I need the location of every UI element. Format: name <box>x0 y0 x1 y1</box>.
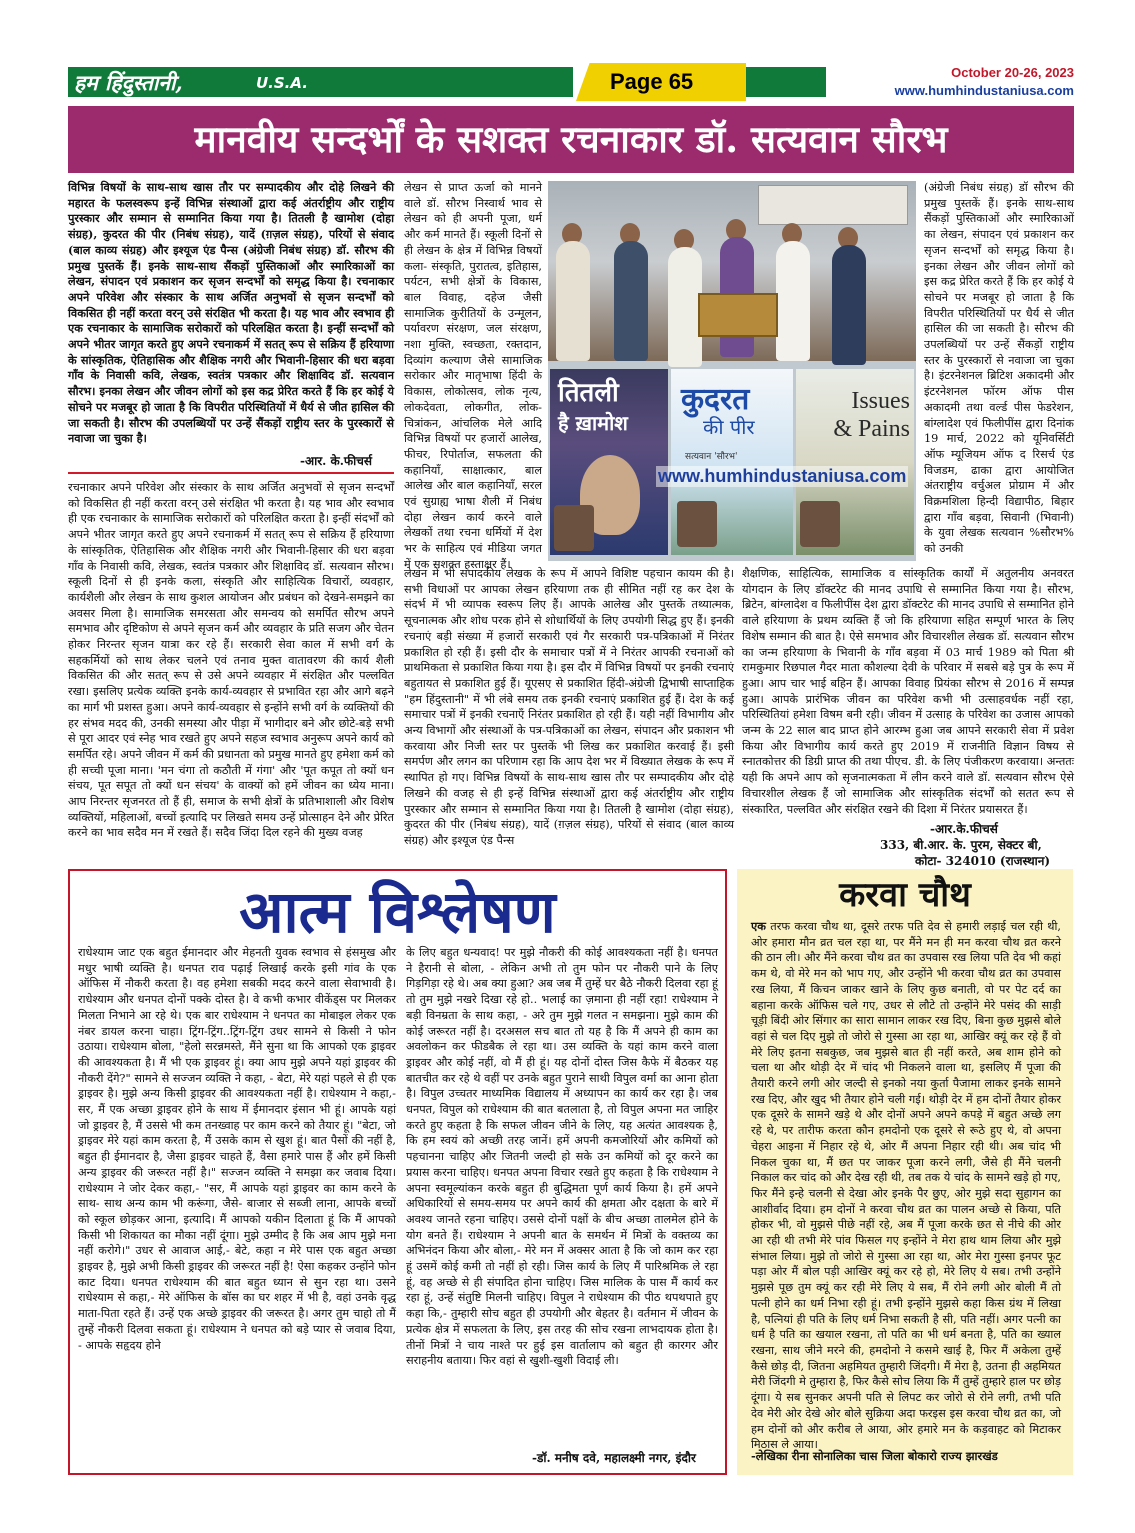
brand-bar-end <box>746 67 826 97</box>
atma-vishleshan-title: आत्म विश्लेषण <box>239 878 556 946</box>
book2-subtitle: की पीर <box>703 415 755 439</box>
author-photo <box>677 501 717 547</box>
brand-name: हम हिंदुस्तानी, <box>74 70 183 95</box>
article-intro: विभिन्न विषयों के साथ-साथ खास तौर पर सम्पादकीय और दोहे लिखने की महारत के फलस्वरूप इन्हें विभिन्न संस्थाओं द्वारा कई अंतर्राष्ट्रीय और राष्ट्रीय पुरस्कार और सम्मान से सम्मानित किया गया है। तितली है खामोश (दोहा संग्रह), कुदरत की पीर (निबंध संग्रह), यादें (ग़ज़ल संग्रह), परियों से संवाद (बाल काव्य संग्रह) और इश्यूज एंड पैन्स (अंग्रेजी निबंध संग्रह) डॉ. सौरभ की प्रमुख पुस्तकें हैं। इनके साथ-साथ सैंकड़ों पुस्तिकाओं और स्मारिकाओं का लेखन, संपादन एवं प्रकाशन कर सृजन सन्दर्भों को समृद्ध किया है। रचनाकार अपने परिवेश और संस्कार के साथ अर्जित अनुभवों से सृजन सन्दर्भों को विकसित ही नहीं करता वरन् उसे संरक्षित भी करता है। यह भाव और स्वभाव ही एक रचनाकार के सामाजिक सरोकारों को परिलक्षित करता है। इन्हीं सन्दर्भों को अपने भीतर जागृत करते हुए अपने रचनाकर्म में सतत् रूप से सक्रिय हैं हरियाणा के सांस्कृतिक, ऐतिहासिक और शैक्षिक नगरी और भिवानी-हिसार की धरा बड़वा गाँव के निवासी कवि, लेखक, स्वतंत्र पत्रकार और शिक्षाविद डॉ. सत्यवान सौरभ। इनका लेखन और जीवन लोगों को इस कद्र प्रेरित करते हैं कि हर कोई ये सोचने पर मजबूर हो जाता है कि विपरीत परिस्थितियों में धैर्य से जीत हासिल की जा सकती है। सौरभ की उपलब्धियों पर उन्हें सैंकड़ों राष्ट्रीय स्तर के पुरस्कारों से नवाजा जा चुका है। <box>68 180 394 446</box>
story-column-1: राधेश्याम जाट एक बहुत ईमानदार और मेहनती युवक स्वभाव से हंसमुख और मधुर भाषी व्यक्ति है। धनपत राव पढ़ाई लिखाई करके इसी गांव के एक ऑफिस में नौकरी करता है। वह हमेशा सबकी मदद करने वाला सेवाभावी है। राधेश्याम और धनपत दोनों पक्के दोस्त है। वे कभी कभार वीकेंड्स पर मिलकर मिलता निभाने आ रहे थे। एक बार राधेश्याम ने धनपत का मोबाइल लेकर एक नंबर डायल करना चाहा। ट्रिंग-ट्रिंग..ट्रिंग-ट्रिंग उधर सामने से किसी ने फोन उठाया। राधेश्याम बोला, "हेलो सरन्नमस्ते, मैंने सुना था कि आपको एक ड्राइवर की आवश्यकता है। मैं भी एक ड्राइवर हूं। क्या आप मुझे अपने यहां ड्राइवर की नौकरी देंगे?" सामने से सज्जन व्यक्ति ने कहा, - बेटा, मेरे यहां पहले से ही एक ड्राइवर है। मुझे अन्य किसी ड्राइवर की आवश्यकता नहीं है। राधेश्याम ने कहा,- सर, मैं एक अच्छा ड्राइवर होने के साथ में ईमानदार इंसान भी हूं। आपके यहां जो ड्राइवर है, मैं उससे भी कम तनख्वाह पर काम करने को तैयार हूं। "बेटा, जो ड्राइवर मेरे यहां काम करता है, मैं उसके काम से खुश हूं। बात पैसों की नहीं है, बहुत ही ईमानदार है, जैसा ड्राइवर चाहते हैं, वैसा हमारे पास हैं और हमें किसी अन्य ड्राइवर की जरूरत नहीं है।" सज्जन व्यक्ति ने समझा कर जवाब दिया। राधेश्याम ने जोर देकर कहा,- "सर, मैं आपके यहां ड्राइवर का काम करने के साथ- साथ अन्य काम भी करूंगा, जैसे- बाजार से सब्जी लाना, आपके बच्चों को स्कूल छोड़कर आना, इत्यादि। मैं आपको यकीन दिलाता हूं कि मैं आपको किसी भी शिकायत का मौका नहीं दूंगा। मुझे उम्मीद है कि अब आप मुझे मना नहीं करोगे।" उधर से आवाज आई,- बेटे, कहा न मेरे पास एक बहुत अच्छा ड्राइवर है, मुझे अभी किसी ड्राइवर की जरूरत नहीं है! ऐसा कहकर उन्होंने फोन काट दिया। धनपत राधेश्याम की बात बहुत ध्यान से सुन रहा था। उसने राधेश्याम से कहा,- मेरे ऑफिस के बॉस का घर शहर में भी है, वहां उनके वृद्ध माता-पिता रहते हैं। उन्हें एक अच्छे ड्राइवर की जरूरत है। अगर तुम चाहो तो मैं तुम्हें नौकरी दिलवा सकता हूं। राधेश्याम ने धनपत को बड़े प्यार से जवाब दिया, - आपके सहृदय होने <box>78 946 396 1352</box>
page-number: Page 65 <box>610 69 694 94</box>
story-column-2: के लिए बहुत धन्यवाद! पर मुझे नौकरी की कोई आवश्यकता नहीं है। धनपत ने हैरानी से बोला, - लेकिन अभी तो तुम फोन पर नौकरी पाने के लिए गिड़गिड़ा रहे थे। अब क्या हुआ? अब जब मैं तुम्हें घर बैठे नौकरी दिलवा रहा हूं तो तुम मुझे नखरे दिखा रहे हो.. भलाई का ज़माना ही नहीं रहा! राधेश्याम ने बड़ी विनम्रता के साथ कहा, - अरे तुम मुझे गलत न समझना। मुझे काम की कोई जरूरत नहीं है। दरअसल सच बात तो यह है कि मैं अपने ही काम का अवलोकन कर फीडबैक ले रहा था। उस व्यक्ति के यहां काम करने वाला ड्राइवर और कोई नहीं, वो मैं ही हूं। यह दोनों दोस्त जिस कैफे में बैठकर यह बातचीत कर रहे थे वहीं पर उनके बहुत पुराने साथी विपुल वर्मा का आना होता है। विपुल उच्चतर माध्यमिक विद्यालय में अध्यापन का कार्य कर रहा है। जब धनपत, विपुल को राधेश्याम की बात बतलाता है, तो विपुल अपना मत जाहिर करते हुए कहता है कि सफल जीवन जीने के लिए, यह अत्यंत आवश्यक है, कि हम स्वयं को अच्छी तरह जानें। हमें अपनी कमजोरियों और कमियों को पहचानना चाहिए और जितनी जल्दी हो सके उन कमियों को दूर करने का प्रयास करना चाहिए। धनपत अपना विचार रखते हुए कहता है कि राधेश्याम ने अपना स्वमूल्यांकन करके बहुत ही बुद्धिमता पूर्ण कार्य किया है। हमें अपने अधिकारियों से समय-समय पर अपने कार्य की क्षमता और दक्षता के बारे में अवश्य जानते रहना चाहिए। उससे दोनों पक्षों के बीच अच्छा तालमेल होने के योग बनते हैं। राधेश्याम ने अपनी बात के समर्थन में मित्रों के वक्तव्य का अभिनंदन किया और बोला,- मेरे मन में अक्सर आता है कि जो काम कर रहा हूं उसमें कोई कमी तो नहीं हो रही। जिस कार्य के लिए मैं पारिश्रमिक ले रहा हूं, वह अच्छे से ही संपादित होना चाहिए। जिस मालिक के पास मैं कार्य कर रहा हूं, उन्हें संतुष्टि मिलनी चाहिए। विपुल ने राधेश्याम की पीठ थपथपाते हुए कहा कि,- तुम्हारी सोच बहुत ही उपयोगी और बेहतर है। वर्तमान में जीवन के प्रत्येक क्षेत्र में सफलता के लिए, इस तरह की सोच रखना लाभदायक होता है। तीनों मित्रों ने चाय नाश्ते पर हुई इस वार्तालाप को बहुत ही कारगर और सराहनीय बताया। फिर वहां से खुशी-खुशी विदाई ली। <box>406 946 718 1368</box>
person <box>556 241 590 361</box>
brand-suffix: U.S.A. <box>256 74 308 92</box>
issue-date: October 20-26, 2023 <box>951 65 1074 80</box>
article-column-4: लेखन में भी संपादकीय लेखक के रूप में आपने विशिष्ट पहचान कायम की है। सभी विधाओं पर आपका लेखन हरियाणा तक ही सीमित नहीं रह कर देश के संदर्भ में भी व्यापक स्वरूप लिए हैं। आपके आलेख और पुस्तकें तथ्यात्मक, सूचनात्मक और शोध परक होने से शोधार्थियों के लिए उपयोगी सिद्ध हुए हैं। इनकी रचनाएं बड़ी संख्या में हजारों सरकारी एवं गैर सरकारी पत्र-पत्रिकाओं में निरंतर प्रकाशित हो रही हैं। इसी दौर के समाचार पत्रों में ने निरंतर आपकी रचनाओं को प्राथमिकता से प्रकाशित किया गया है। इस दौर में विभिन्न विषयों पर इनकी रचनाएं बहुतायत से प्रकाशित हुई हैं। यूएसए से प्रकाशित हिंदी-अंग्रेजी द्विभाषी साप्ताहिक "हम हिंदुस्तानी" में भी लंबे समय तक इनकी रचनाएं प्रकाशित हुई हैं। देश के कई समाचार पत्रों में इनकी रचनाएँ निरंतर प्रकाशित हो रही हैं। यही नहीं विभागीय और अन्य विभागों और संस्थाओं के पत्र-पत्रिकाओं का लेखन, संपादन और प्रकाशन भी करवाया और निजी स्तर पर पुस्तकें भी लिख कर प्रकाशित करवाई हैं। इसी समर्पण और लगन का परिणाम रहा कि आप देश भर में विख्यात लेखक के रूप में स्थापित हो गए। विभिन्न विषयों के साथ-साथ खास तौर पर सम्पादकीय और दोहे लिखने की वजह से ही इन्हें विभिन्न संस्थाओं द्वारा कई अंतर्राष्ट्रीय और राष्ट्रीय पुरस्कार और सम्मान से सम्मानित किया गया है। तितली है खामोश (दोहा संग्रह), कुदरत की पीर (निबंध संग्रह), यादें (ग़ज़ल संग्रह), परियों से संवाद (बाल काव्य संग्रह) और इश्यूज एंड पैन्स <box>404 567 734 847</box>
book-cover-titli <box>550 369 668 555</box>
article-address-line-1: 333, बी.आर. के. पुरम, सेक्टर बी, <box>880 838 1042 852</box>
book1-title-2: है ख़ामोश <box>558 411 628 435</box>
story-signature: -डॉ. मनीष दवे, महालक्ष्मी नगर, इंदौर <box>532 1451 696 1465</box>
article-column-3: (अंग्रेजी निबंध संग्रह) डॉ सौरभ की प्रमुख पुस्तकें हैं। इनके साथ-साथ सैंकड़ों पुस्तिकाओं और स्मारिकाओं का लेखन, संपादन एवं प्रकाशन कर सृजन सन्दर्भों को समृद्ध किया है। इनका लेखन और जीवन लोगों को इस कद्र प्रेरित करते हैं कि हर कोई ये सोचने पर मजबूर हो जाता है कि विपरीत परिस्थितियों पर धैर्य से जीत हासिल की जा सकती है। सौरभ की उपलब्धियों पर उन्हें सैंकड़ों राष्ट्रीय स्तर के पुरस्कारों से नवाजा जा चुका है। इंटरनेशनल ब्रिटिश अकादमी और इंटरनेशनल फॉरम ऑफ पीस अकादमी तथा वर्ल्ड पीस फेडरेशन, बांग्लादेश एवं फिलीपींस द्वारा दिनांक 19 मार्च, 2022 को यूनिवर्सिटी ऑफ म्यूजियम ऑफ द रिसर्च एंड विजडम, ढाका द्वारा आयोजित अंतराष्ट्रीय वर्चुअल प्रोग्राम में और विक्रमशिला हिन्दी विद्यापीठ, बिहार द्वारा गाँव बड़वा, सिवानी (भिवानी) के युवा लेखक सत्यवान %सौरभ% को उनकी <box>924 181 1074 556</box>
article-signature: -आर.के.फीचर्स <box>930 822 998 836</box>
divider-rule <box>68 472 394 474</box>
book-cover-issues-pains <box>796 369 914 555</box>
website-watermark: www.humhindustaniusa.com <box>658 466 907 486</box>
karva-chauth-box <box>737 869 1073 1475</box>
person <box>776 241 810 361</box>
person <box>832 245 866 365</box>
karva-chauth-body <box>751 919 1061 1452</box>
person <box>668 247 702 367</box>
website-link[interactable]: www.humhindustaniusa.com <box>894 83 1074 98</box>
book-cover-kudrat <box>671 369 793 555</box>
book2-author: सत्यवान 'सौरभ' <box>685 452 738 462</box>
karva-signature: -लेखिका रीना सोनालिका चास जिला बोकारो राज्य झारखंड <box>751 1449 998 1463</box>
article-address-line-2: कोटा- 324010 (राजस्थान) <box>915 854 1051 868</box>
karva-body-text: तरफ करवा चौथ था, दूसरे तरफ पति देव से हमारी लड़ाई चल रही थी, ओर हमारा मौन व्रत चल रहा था, पर मैंने मन ही मन करवा चौथ व्रत करने की ठान ली। और मैंने करवा चौथ व्रत का उपवास रख लिया पति देव भी कहां कम थे, वो मेरे मन को भाप गए, और उन्होंने भी करवा चौथ व्रत का उपवास रख लिया, मैं किचन जाकर खाने के लिए कुछ बनाती, वो पर पेट दर्द का बहाना करके ऑफिस चले गए, उधर से लौटे तो उन्होंने मेरे पसंद की साड़ी चूड़ी बिंदी ओर सिंगार का सारा सामान लाकर रख दिए, बिना कुछ मुझसे बोले वहां से चल दिए मुझे तो जोरो से गुस्सा आ रहा था, आखिर क्यूं कर रहे हैं वो मेरे लिए इतना सबकुछ, जब मुझसे बात ही नहीं करते, अब शाम होने को चला था और थोड़ी देर में चांद भी निकलने वाला था, इसलिए मैं पूजा की तैयारी करने लगी ओर जल्दी से इनको नया कुर्ता पैजामा लाकर इनके सामने रख दिए, और खुद भी तैयार होने चली गई। थोड़ी देर में हम दोनों तैयार होकर एक दूसरे के सामने खड़े थे और दोनों अपने अपने कपड़े में बहुत अच्छे लग रहे थे, पर तारीफ करता कौन हमदोनो एक दूसरे से रूठे हुए थे, वो अपना चेहरा आइना में निहार रहे थे, ओर मैं अपना निहार रही थी। अब चांद भी निकल चुका था, मैं छत पर जाकर पूजा करने लगी, जैसे ही मैंने चलनी निकाल कर चांद को और देख रही थी, तब तक ये चांद के सामने खड़े हो गए, फिर मैंने इन्हे चलनी से देखा ओर इनके पैर छुए, ओर मुझे सदा सुहागन का आशीर्वाद दिया। हम दोनों ने करवा चौथ व्रत का पालन अच्छे से किया, पति होकर भी, वो मुझसे पीछे नहीं रहे, अब मैं पूजा करके छत से नीचे की ओर आ रही थी तभी मेरे पांव फिसल गए इन्होंने ने मेरा हाथ थाम लिया और मुझे संभाल लिया। मुझे तो जोरो से गुस्सा आ रहा था, ओर मेरा गुस्सा इनपर फूट पड़ा ओर मैं बोल पड़ी आखिर क्यूं कर रहे हो, मेरे लिए ये सब। तभी उन्होंने मुझसे पूछ तुम क्यूं कर रही मेरे लिए ये सब, मैं रोने लगी ओर बोली मैं तो पत्नी होने का धर्म निभा रही हूं। तभी इन्होंने मुझसे कहा किस ग्रंथ में लिखा है, पत्नियां ही पति के लिए धर्म निभा सकती है सी, पति नहीं। अगर पत्नी का धर्म है पति का खयाल रखना, तो पति का भी धर्म बनता है, पति का ख्याल रखना, साथ जीने मरने की, हमदोनो ने कसमे खाई है, फिर मैं अकेला तुम्हें कैसे छोड़ दी, जितना अहमियत तुम्हारी जिंदगी। मैं मेरा है, उतना ही अहमियत मेरी जिंदगी मे तुम्हारा है, फिर कैसे सोच लिया कि मैं तुम्हें तुम्हारे हाल पर छोड़ दूंगा। ये सब सुनकर अपनी पति से लिपट कर जोरो से रोने लगी, तभी पति देव मेरी ओर देखे ओर बोले सुक्रिया अदा फरइस इस करवा चौथ व्रत का, जो हम दोनों को और करीब ले आया, ओर हमारे मन के कड़वाहट को मिटाकर मिठास ले आया। <box>751 920 1061 1452</box>
book3-title: Issues & Pains <box>833 388 910 442</box>
atma-vishleshan-box <box>68 869 727 1475</box>
book1-title: तितली <box>558 378 619 408</box>
photo-collage <box>548 181 916 561</box>
karva-lead-word: एक <box>751 919 766 933</box>
masthead <box>68 63 1074 101</box>
book2-title: कुदरत <box>681 382 750 417</box>
author-photo <box>800 501 840 547</box>
page-headline: मानवीय सन्दर्भों के सशक्त रचनाकार डॉ. सत्यवान सौरभ <box>194 117 948 161</box>
article-column-1: रचनाकार अपने परिवेश और संस्कार के साथ अर्जित अनुभवों से सृजन सन्दर्भों को विकसित ही नहीं करता वरन् उसे संरक्षित भी करता है। यह भाव और स्वभाव ही एक रचनाकार के सामाजिक सरोकारों को परिलक्षित करता है। इन्हीं संदर्भों को अपने भीतर जागृत करते हुए अपने रचनाकर्म में सतत् रूप से सक्रिय हैं हरियाणा के सांस्कृतिक, ऐतिहासिक और शैक्षिक नगरी और भिवानी-हिसार की धरा बड़वा गाँव के निवासी कवि, लेखक, स्वतंत्र पत्रकार और शिक्षाविद डॉ. सत्यवान सौरभ। स्कूली दिनों से ही इनके कला, संस्कृति और साहित्यिक विचारों, व्यवहार, कार्यशैली और लेखन के साथ कुशल आयोजन और प्रबंधन को देखने-समझने का अवसर मिला है। सामाजिक समरसता और समन्वय को समर्पित सौरभ अपने समभाव और दृष्टिकोण से अपने सृजन कर्म और व्यवहार के प्रति सजग और चेतन होकर निरन्तर सृजन यात्रा कर रहे हैं। सरकारी सेवा काल में सभी वर्ग के सहकर्मियों को साथ लेकर चलने एवं तनाव मुक्त वातावरण की कार्य शैली विकसित की और सतत् रूप से उसे अपने व्यवहार में संरक्षित और पल्लवित रखा। इसलिए प्रत्येक व्यक्ति इनके कार्य-व्यवहार से प्रभावित रहा और आगे बढ़ने का मार्ग भी प्रशस्त हुआ। अपने कार्य-व्यवहार से इन्होंने सभी वर्ग के व्यक्तियों की हर संभव मदद की, उनकी समस्या और पीड़ा में भागीदार बने और छोटे-बड़े सभी से पूरा आदर एवं स्नेह भाव रखते हुए अपने सहज स्वभाव अनुरूप अपने कार्य को समर्पित रहे। अपने जीवन में कर्म की प्रधानता को प्रमुख मानते हुए हमेशा कर्म को ही सच्ची पूजा माना। 'मन चंगा तो कठौती में गंगा' और 'पूत कपूत तो क्यों धन संचय, पूत सपूत तो क्यों धन संचय' के वाक्यों को हमें जीवन का ध्येय माना। आप निरन्तर सृजनरत तो हैं ही, समाज के सभी क्षेत्रों के प्रतिभाशाली और विशेष व्यक्तियों, महिलाओं, बच्चों इत्यादि पर लिखते समय उन्हें प्रोत्साहन देने और प्रेरित करने का भाव सदैव मन में रखते हैं। सदैव जिंदा दिल रहने की मुख्य वजह <box>68 481 394 840</box>
award-plaque <box>698 293 778 337</box>
intro-signature: -आर. के.फीचर्स <box>300 454 372 468</box>
article-column-5: शैक्षणिक, साहित्यिक, सामाजिक व सांस्कृतिक कार्यों में अतुलनीय अनवरत योगदान के लिए डॉक्टरेट की मानद उपाधि से सम्मानित किया गया है। सौरभ, ब्रिटेन, बांग्लादेश व फिलीपींस देश द्वारा डॉक्टरेट की मानद उपाधि से सम्मानित होने वाले हरियाणा के प्रथम व्यक्ति हैं जो कि हरियाणा सहित सम्पूर्ण भारत के लिए विशेष सम्मान की बात है। ऐसे समभाव और विचारशील लेखक डॉ. सत्यवान सौरभ का जन्म हरियाणा के भिवानी के गाँव बड़वा में 03 मार्च 1989 को पिता श्री रामकुमार रिछपाल गैदर माता कौशल्या देवी के परिवार में सबसे बड़े पुत्र के रूप में हुआ। आप चार भाई बहिन हैं। आपका विवाह प्रियंका सौरभ से 2016 में सम्पन्न हुआ। आपके प्रारंभिक जीवन का परिवेश कभी भी उत्साहवर्धक नहीं रहा, परिस्थितियां हमेशा विषम बनी रही। जीवन में उत्साह के परिवेश का उजास आपको जन्म के 22 साल बाद प्राप्त होने आरम्भ हुआ जब आपने सरकारी सेवा में प्रवेश किया और विभागीय कार्य करते हुए 2019 में राजनीति विज्ञान विषय से स्नातकोत्तर की डिग्री प्राप्त की तथा पीएच. डी. के लिए पंजीकरण करवाया। अन्ततः यही कि अपने आप को सृजनात्मकता में लीन करने वाले डॉ. सत्यवान सौरभ ऐसे विचारशील लेखक हैं जो सामाजिक और सांस्कृतिक संदर्भों को सतत रूप से संस्कारित, पल्लवित और संरक्षित रखने की दिशा में निरंतर प्रयासरत हैं। <box>742 567 1074 816</box>
article-column-2: लेखन से प्राप्त ऊर्जा को मानने वाले डॉ. सौरभ निस्वार्थ भाव से लेखन को ही अपनी पूजा, धर्म और कर्म मानते हैं। स्कूली दिनों से ही लेखन के क्षेत्र में विभिन्न विषयों कला- संस्कृति, पुरातत्व, इतिहास, पर्यटन, सभी क्षेत्रों के विकास, बाल विवाह, दहेज जैसी सामाजिक कुरीतियों के उन्मूलन, पर्यावरण संरक्षण, जल संरक्षण, नशा मुक्ति, स्वच्छता, रक्तदान, दिव्यांग कल्याण जैसे सामाजिक सरोकार और मातृभाषा हिंदी के विकास, लोकोत्सव, लोक नृत्य, लोकदेवता, लोकगीत, लोक-चित्रांकन, आंचलिक मेले आदि विभिन्न विषयों पर हजारों आलेख, फीचर, रिपोर्ताज, सफलता की कहानियाँ, साक्षात्कार, बाल आलेख और बाल कहानियाँ, सरल एवं सुग्राह्य भाषा शैली में निबंध दोहा लेखन कार्य करने वाले लेखकों तथा रचना धर्मियों में देश भर के साहित्य एवं मीडिया जगत में एक सशक्त हस्ताक्षर हैं। <box>404 181 542 571</box>
headline-band <box>68 106 1074 173</box>
author-photo <box>554 505 594 551</box>
person <box>614 241 648 361</box>
karva-chauth-title: करवा चौथ <box>839 875 971 915</box>
event-banner <box>758 185 908 225</box>
award-ceremony-photo <box>548 181 916 361</box>
